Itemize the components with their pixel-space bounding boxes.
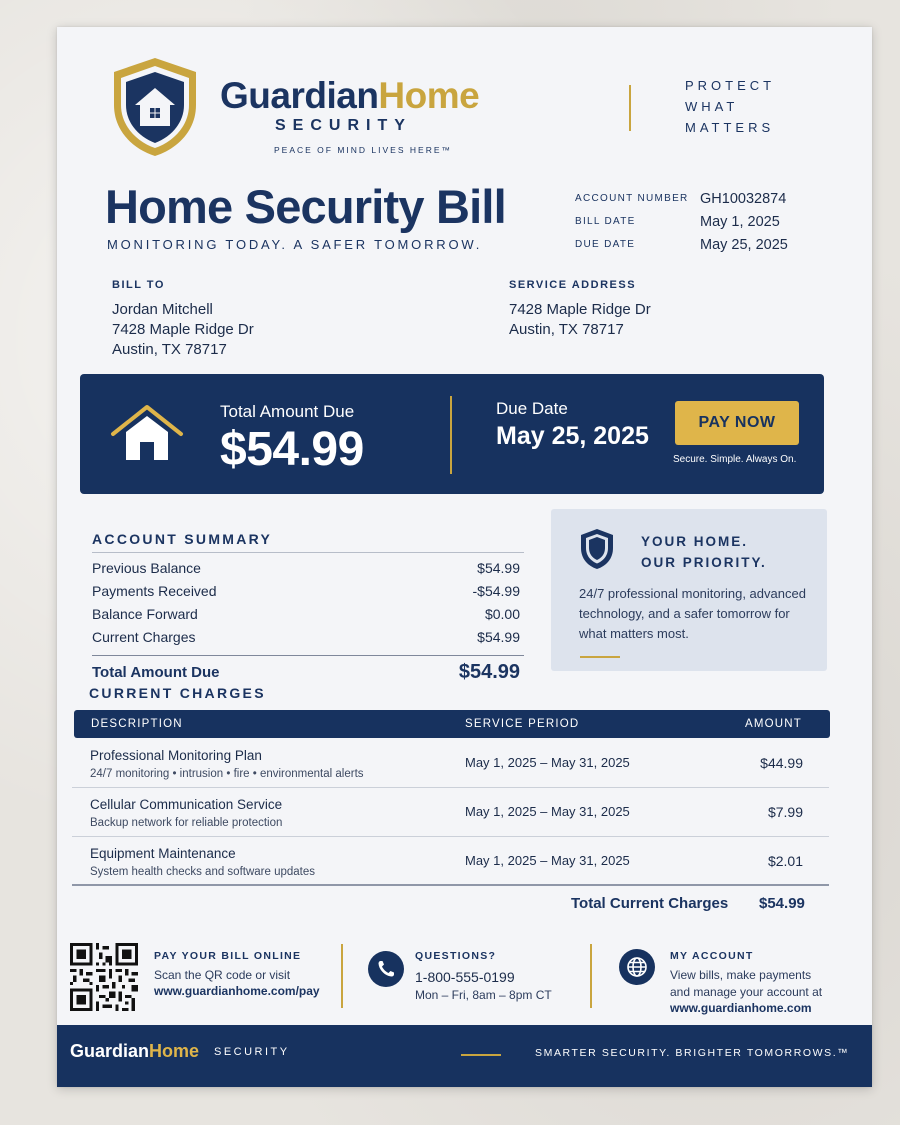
account-summary-title: ACCOUNT SUMMARY <box>92 531 273 547</box>
total-due-value: $54.99 <box>220 423 364 476</box>
col-amount: AMOUNT <box>744 718 802 730</box>
table-row: Professional Monitoring Plan 24/7 monitoring • intrusion • fire • environmental alerts May 1, 2025 – May 31, 2025 $44.99 <box>72 739 829 788</box>
qr-code-icon[interactable] <box>70 943 138 1011</box>
phone-icon <box>368 951 404 987</box>
promo-card <box>551 509 827 671</box>
service-city: Austin, TX 78717 <box>509 321 624 338</box>
table-row: Equipment Maintenance System health checks and software updates May 1, 2025 – May 31, 2025 $2.01 <box>72 837 829 886</box>
charges-total-value: $54.99 <box>759 895 805 912</box>
total-due-label: Total Amount Due <box>220 402 355 421</box>
summary-row: Current Charges $54.99 <box>92 628 520 645</box>
brand-tagline: PEACE OF MIND LIVES HERE™ <box>274 145 452 155</box>
summary-rule-top <box>92 552 524 553</box>
footer-bar <box>57 1025 872 1087</box>
shield-house-icon <box>109 55 201 159</box>
shield-icon <box>579 527 615 571</box>
summary-row: Balance Forward $0.00 <box>92 605 520 622</box>
due-date-value: May 25, 2025 <box>496 422 649 450</box>
support-phone[interactable]: 1-800-555-0199 <box>415 969 515 985</box>
due-date-row: DUE DATE May 25, 2025 <box>575 236 788 253</box>
bill-sheet <box>57 27 872 1087</box>
promo-accent <box>580 656 620 658</box>
header-divider <box>629 85 631 131</box>
pay-note: Secure. Simple. Always On. <box>673 454 797 465</box>
account-link[interactable]: www.guardianhome.com <box>670 1001 812 1015</box>
pay-online-block: PAY YOUR BILL ONLINE Scan the QR code or visit www.guardianhome.com/pay <box>154 950 320 998</box>
page-title: Home Security Bill <box>105 180 506 233</box>
bill-to-city: Austin, TX 78717 <box>112 341 227 358</box>
footer-tagline: SMARTER SECURITY. BRIGHTER TOMORROWS.™ <box>535 1047 850 1059</box>
col-description: DESCRIPTION <box>91 718 183 730</box>
footer-brand: GuardianHome <box>70 1041 200 1061</box>
motto: PROTECT WHAT MATTERS <box>685 78 776 135</box>
bill-to-name: Jordan Mitchell <box>112 301 213 318</box>
brand-subtitle: SECURITY <box>275 117 412 134</box>
globe-icon <box>619 949 655 985</box>
promo-text: 24/7 professional monitoring, advanced technology, and a safer tomorrow for what matters most. <box>579 586 806 641</box>
bill-date-row: BILL DATE May 1, 2025 <box>575 213 780 230</box>
footer-accent <box>461 1054 501 1056</box>
footer-divider <box>341 944 343 1008</box>
summary-row: Previous Balance $54.99 <box>92 559 520 576</box>
banner-divider <box>450 396 452 474</box>
summary-row: Payments Received -$54.99 <box>92 582 520 599</box>
bill-to-block: BILL TO Jordan Mitchell 7428 Maple Ridge Dr Austin, TX 78717 <box>112 279 254 358</box>
promo-title: YOUR HOME. OUR PRIORITY. <box>641 534 767 570</box>
bill-to-street: 7428 Maple Ridge Dr <box>112 321 254 338</box>
my-account-block: MY ACCOUNT View bills, make payments and manage your account at www.guardianhome.com <box>670 950 823 1015</box>
charges-total-label: Total Current Charges <box>571 895 729 912</box>
amount-due-banner <box>80 374 824 494</box>
bill-meta <box>575 187 835 256</box>
col-service-period: SERVICE PERIOD <box>465 718 580 730</box>
current-charges-title: CURRENT CHARGES <box>89 685 266 701</box>
due-date-label: Due Date <box>496 399 568 418</box>
house-icon <box>110 402 184 462</box>
summary-total: Total Amount Due $54.99 <box>92 660 520 683</box>
service-address-block: SERVICE ADDRESS 7428 Maple Ridge Dr Austin, TX 78717 <box>509 279 651 338</box>
service-street: 7428 Maple Ridge Dr <box>509 301 651 318</box>
account-number-row: ACCOUNT NUMBER GH10032874 <box>575 190 787 207</box>
charges-table-header <box>74 710 830 738</box>
footer-divider <box>590 944 592 1008</box>
questions-block: QUESTIONS? 1-800-555-0199 Mon – Fri, 8am – 8pm CT <box>415 950 552 1002</box>
pay-now-button[interactable]: PAY NOW <box>675 401 799 445</box>
account-summary <box>92 531 524 688</box>
table-row: Cellular Communication Service Backup network for reliable protection May 1, 2025 – May 31, 2025 $7.99 <box>72 788 829 837</box>
footer-brand-sub: SECURITY <box>214 1046 290 1058</box>
pay-online-link[interactable]: www.guardianhome.com/pay <box>154 984 320 998</box>
page-subtitle: MONITORING TODAY. A SAFER TOMORROW. <box>107 237 483 252</box>
brand-name: GuardianHome <box>220 75 480 116</box>
